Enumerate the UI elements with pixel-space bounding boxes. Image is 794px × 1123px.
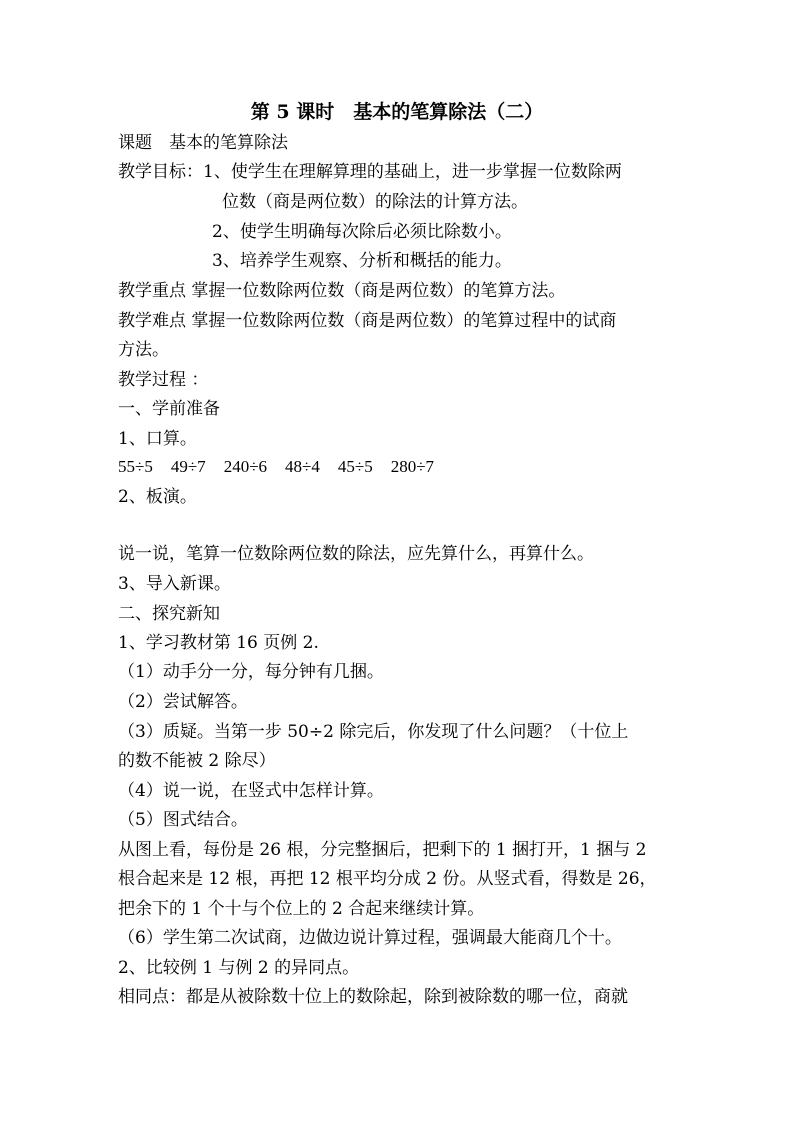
calc-item: 49÷7 — [170, 457, 206, 476]
calc-item: 45÷5 — [337, 457, 373, 476]
similarity-text: 相同点：都是从被除数十位上的数除起，除到被除数的哪一位，商就 — [118, 987, 628, 1007]
key-point: 教学重点 掌握一位数除两位数（商是两位数）的笔算方法。 — [118, 281, 566, 301]
step-6: （6）学生第二次试商，边做边说计算过程，强调最大能商几个十。 — [118, 928, 622, 948]
step-3b: 的数不能被 2 除尽） — [118, 751, 276, 771]
discussion-prompt: 说一说，笔算一位数除两位数的除法，应先算什么，再算什么。 — [118, 544, 594, 564]
diagram-explain-a: 从图上看，每份是 26 根，分完整捆后，把剩下的 1 捆打开，1 捆与 2 — [118, 840, 647, 860]
objective-2: 2、使学生明确每次除后必须比除数小。 — [212, 222, 512, 242]
diagram-explain-c: 把余下的 1 个十与个位上的 2 合起来继续计算。 — [118, 899, 485, 919]
oral-calc-row — [118, 457, 452, 477]
process-heading: 教学过程 ： — [118, 370, 209, 390]
objective-1b: 位数（商是两位数）的除法的计算方法。 — [222, 192, 528, 212]
page-title: 第 5 课时 基本的笔算除法（二） — [250, 101, 544, 123]
step-4: （4）说一说，在竖式中怎样计算。 — [118, 781, 384, 801]
section-2-heading: 二、探究新知 — [118, 604, 220, 624]
board-demo-label: 2、板演。 — [118, 487, 197, 507]
step-5: （5）图式结合。 — [118, 810, 248, 830]
difficulty-a: 教学难点 掌握一位数除两位数（商是两位数）的笔算过程中的试商 — [118, 311, 617, 331]
diagram-explain-b: 根合起来是 12 根，再把 12 根平均分成 2 份。从竖式看，得数是 26， — [118, 869, 657, 889]
objective-1a: 教学目标：1、使学生在理解算理的基础上，进一步掌握一位数除两 — [118, 162, 622, 182]
difficulty-b: 方法。 — [118, 340, 169, 360]
step-3a: （3）质疑。当第一步 50÷2 除完后，你发现了什么问题？（十位上 — [118, 722, 629, 742]
calc-item: 240÷6 — [223, 457, 268, 476]
step-2: （2）尝试解答。 — [118, 692, 248, 712]
section-1-heading: 一、学前准备 — [118, 399, 220, 419]
intro-new-lesson: 3、导入新课。 — [118, 574, 231, 594]
compare-heading: 2、比较例 1 与例 2 的异同点。 — [118, 958, 360, 978]
calc-item: 280÷7 — [390, 457, 435, 476]
oral-calc-label: 1、口算。 — [118, 429, 197, 449]
calc-item: 48÷4 — [285, 457, 320, 476]
step-1: （1）动手分一分，每分钟有几捆。 — [118, 662, 384, 682]
objective-3: 3、培养学生观察、分析和概括的能力。 — [212, 251, 512, 271]
lesson-topic: 课题 基本的笔算除法 — [118, 133, 288, 153]
study-example: 1、学习教材第 16 页例 2. — [118, 633, 319, 653]
calc-item: 55÷5 — [118, 457, 153, 476]
